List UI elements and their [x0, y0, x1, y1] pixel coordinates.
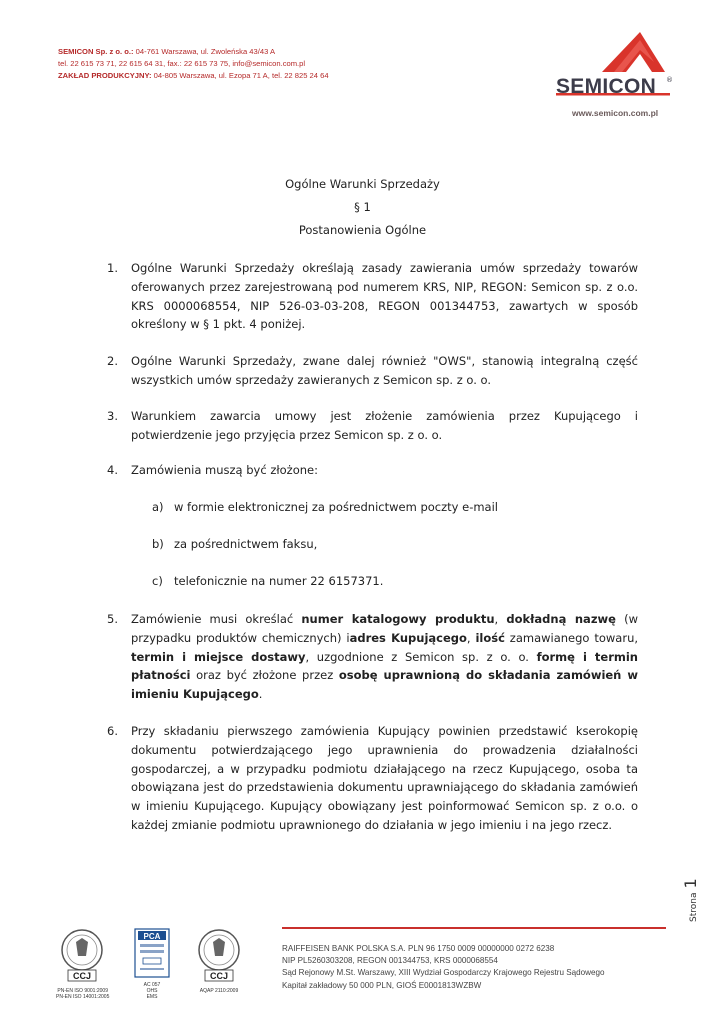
footer-capital: Kapitał zakładowy 50 000 PLN, GIOŚ E0001813WZBW [282, 980, 482, 990]
sub-item [152, 574, 383, 588]
footer-divider [282, 927, 666, 929]
text-run: oraz być złożone przez [190, 668, 339, 683]
cert-mark: PCA [143, 932, 161, 941]
item-number: 5. [107, 612, 118, 626]
header-line-1 [58, 46, 329, 58]
company-address: 04-761 Warszawa, ul. Zwoleńska 43/43 A [133, 47, 276, 56]
cert-caption: AQAP 2110:2009 [199, 988, 239, 994]
emphasis: dokładną nazwę [506, 612, 616, 626]
logo-text: SEMICON [556, 75, 657, 98]
sub-item [152, 500, 498, 514]
certificate-ccj-iso [56, 928, 109, 1000]
cert-caption: EMS [146, 994, 158, 1000]
list-item [107, 407, 638, 445]
sub-item-text: w formie elektronicznej za pośrednictwem poczty e-mail [174, 500, 498, 514]
page-number-value: 1 [681, 878, 700, 889]
company-header [58, 46, 329, 82]
item-number: 2. [107, 354, 118, 368]
cert-mark: CCJ [72, 971, 92, 981]
text-run: . [258, 687, 263, 702]
page-number [681, 878, 700, 922]
cert-caption: OHS [146, 988, 158, 994]
item-text: Zamówienia muszą być złożone: [131, 463, 318, 477]
item-number: 3. [107, 409, 118, 423]
sub-item [152, 537, 317, 551]
item-text: Ogólne Warunki Sprzedaży, zwane dalej również "OWS", stanowią integralną część wszystkich umów sprzedaży zawieranych z Semicon sp. z o. o. [131, 354, 638, 387]
item-number: 4. [107, 463, 118, 477]
website-link[interactable]: www.semicon.com.pl [572, 108, 659, 118]
sub-item-text: za pośrednictwem faksu, [174, 537, 318, 551]
list-item [107, 610, 638, 704]
section-title: Postanowienia Ogólne [298, 223, 427, 237]
footer-info [282, 943, 604, 992]
registered-mark: ® [666, 76, 673, 84]
footer-court: Sąd Rejonowy M.St. Warszawy, XIII Wydział Gospodarczy Krajowego Rejestru Sądowego [282, 968, 605, 978]
sub-item-letter: b) [152, 537, 164, 551]
text-run: (w przypadku produktów chemicznych) i [131, 612, 638, 645]
ccj-certificate-icon [193, 928, 245, 984]
cert-mark: CCJ [209, 971, 229, 981]
cert-caption: PN-EN ISO 14001:2005 [56, 994, 110, 1000]
text-run: , [466, 630, 476, 645]
item-text: Ogólne Warunki Sprzedaży określają zasady zawierania umów sprzedaży towarów oferowanych przez zarejestrowaną pod numerem KRS, NIP, REGON: Semicon sp. z o.o. KRS 0000068554, NIP 526-03-03-208, REGON 001344753, zawartych w sposób określony w § 1 pkt. 4 poniżej. [131, 261, 638, 332]
cert-caption: AC 057 [143, 982, 161, 988]
ccj-certificate-icon [56, 928, 108, 984]
company-name: SEMICON Sp. z o. o.: [58, 47, 134, 56]
item-text [131, 610, 638, 704]
sub-item-letter: a) [152, 500, 164, 514]
emphasis: formę i termin płatności [131, 649, 638, 683]
sub-item-text: telefonicznie na numer 22 6157371. [174, 574, 384, 588]
text-run: Zamówienie musi określać [131, 612, 302, 626]
emphasis: numer katalogowy produktu [301, 612, 495, 626]
certificate-ccj-aqap [193, 928, 245, 994]
list-item [107, 461, 638, 480]
item-number: 6. [107, 724, 118, 738]
item-text: Przy składaniu pierwszego zamówienia Kupujący powinien przedstawić kserokopię dokumentu potwierdzającego jego uprawnienia do prowadzenia działalności gospodarczej, a w przypadku podmiotu działającego na rzecz Kupującego, osoba ta obowiązana jest do przedstawienia dokumentu uprawniającego do składania zamówień w imieniu Kupującego. Kupujący obowiązany jest poinformować Semicon sp. z o.o. o każdej zmianie podmiotu uprawnionego do działania w jego imieniu i na jego rzecz. [131, 724, 638, 832]
header-line-2: tel. 22 615 73 71, 22 615 64 31, fax.: 22 615 73 75, info@semicon.com.pl [58, 59, 306, 68]
footer-bank: RAIFFEISEN BANK POLSKA S.A. PLN 96 1750 0009 00000000 0272 6238 [282, 944, 555, 953]
text-run: , [494, 612, 507, 626]
emphasis: adres Kupującego [349, 630, 467, 645]
production-address: 04-805 Warszawa, ul. Ezopa 71 A, tel. 22 825 24 64 [151, 71, 329, 80]
list-item [107, 722, 638, 835]
section-number: § 1 [354, 200, 371, 214]
text-run: , uzgodnione z Semicon sp. z o. o. [305, 649, 537, 664]
item-number: 1. [107, 261, 118, 275]
emphasis: ilość [475, 630, 505, 645]
sub-item-letter: c) [152, 574, 163, 588]
list-item [107, 352, 638, 390]
pca-accreditation-icon [134, 928, 170, 978]
text-run: zamawianego towaru, [504, 630, 639, 645]
cert-caption: PN-EN ISO 9001:2009 [57, 988, 108, 994]
item-text: Warunkiem zawarcia umowy jest złożenie zamówienia przez Kupującego i potwierdzenie jego przyjęcia przez Semicon sp. z o. o. [131, 409, 638, 442]
certificate-pca [134, 928, 170, 1000]
emphasis: termin i miejsce dostawy [131, 649, 306, 664]
page-label: Strona [689, 892, 699, 922]
document-title: Ogólne Warunki Sprzedaży [285, 177, 440, 191]
list-item [107, 259, 638, 334]
production-label: ZAKŁAD PRODUKCYJNY: [58, 71, 152, 80]
header-line-3 [58, 70, 329, 82]
emphasis: osobę uprawnioną do składania zamówień w imieniu Kupującego [131, 668, 638, 702]
footer-ids: NIP PL5260303208, REGON 001344753, KRS 0000068554 [282, 956, 498, 966]
